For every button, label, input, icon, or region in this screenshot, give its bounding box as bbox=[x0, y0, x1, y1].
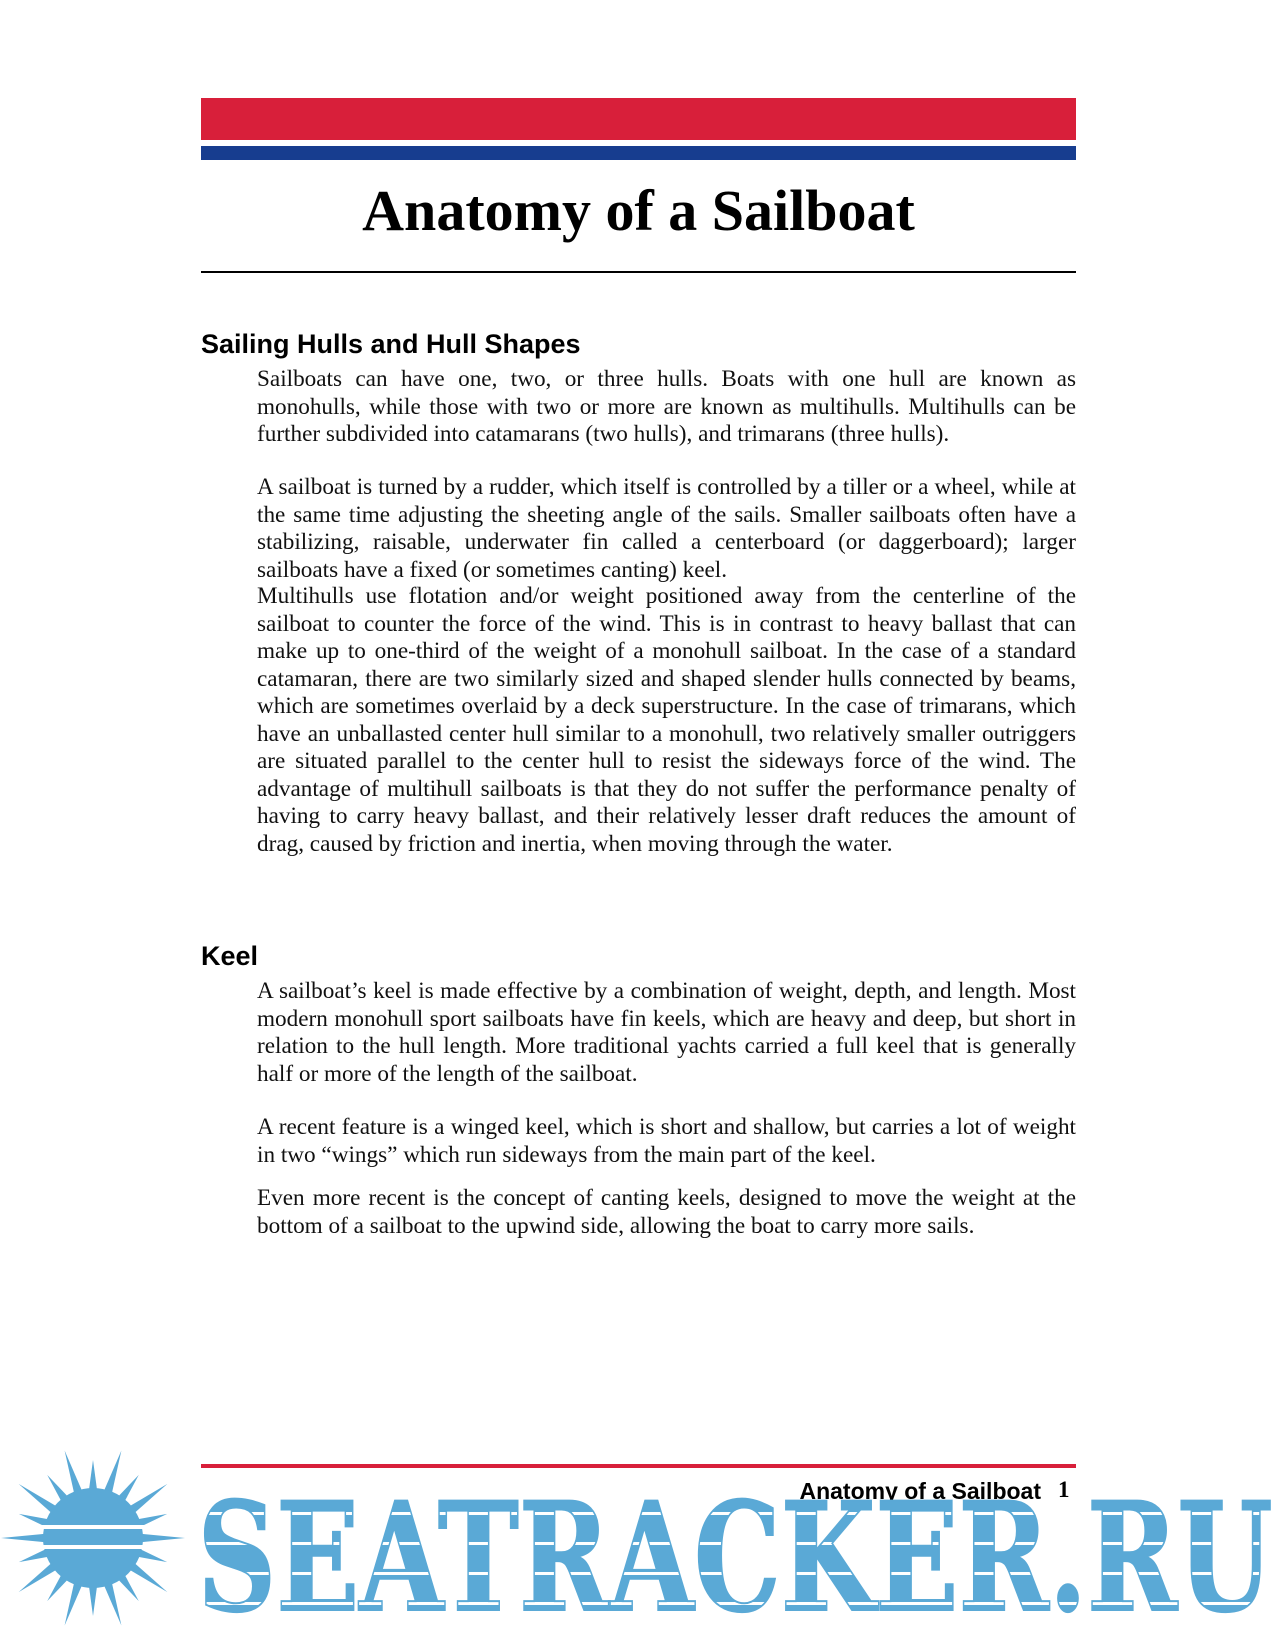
paragraph-keel-1: A sailboat’s keel is made effective by a combination of weight, depth, and length. Most modern monohull sport sailboats have fin keels, which are heavy and deep, but short in relation to the hull length. More traditional yachts carried a full keel that is generally half or more of the length of the sailboat. bbox=[257, 978, 1076, 1087]
title-divider bbox=[201, 271, 1076, 273]
paragraph-hulls-3: Multihulls use flotation and/or weight positioned away from the centerline of the sailboat to counter the force of the wind. This is in contrast to heavy ballast that can make up to one-third of the weight of a monohull sailboat. In the case of a standard catamaran, there are two similarly sized and shaped slender hulls connected by beams, which are sometimes overlaid by a deck superstructure. In the case of trimarans, which have an unballasted center hull similar to a monohull, two relatively smaller outriggers are situated parallel to the center hull to resist the sideways force of the wind. The advantage of multihull sailboats is that they do not suffer the performance penalty of having to carry heavy ballast, and their relatively lesser draft reduces the amount of drag, caused by friction and inertia, when moving through the water. bbox=[257, 583, 1076, 857]
sun-icon bbox=[0, 1445, 186, 1631]
footer-divider bbox=[201, 1464, 1076, 1468]
sun-ray bbox=[138, 1534, 185, 1543]
paragraph-hulls-1: Sailboats can have one, two, or three hulls. Boats with one hull are known as monohulls, while those with two or more are known as multihulls. Multihulls can be further subdivided into catamarans (two hulls), and trimarans (three hulls). bbox=[257, 366, 1076, 447]
sun-ray bbox=[1, 1534, 48, 1543]
page-title: Anatomy of a Sailboat bbox=[362, 178, 915, 243]
watermark-text: SEATRACKER.RU bbox=[197, 1482, 1273, 1631]
paragraph-keel-2: A recent feature is a winged keel, which is short and shallow, but carries a lot of weight in two “wings” which run sideways from the main part of the keel. bbox=[257, 1114, 1076, 1168]
footer-running-title: Anatomy of a Sailboat bbox=[799, 1478, 1041, 1504]
header-red-band bbox=[201, 98, 1076, 140]
paragraph-keel-3: Even more recent is the concept of canting keels, designed to move the weight at the bottom of a sailboat to the upwind side, allowing the boat to carry more sails. bbox=[257, 1185, 1076, 1239]
watermark-logo bbox=[196, 1482, 1275, 1631]
paragraph-hulls-2: A sailboat is turned by a rudder, which itself is controlled by a tiller or a wheel, while at the same time adjusting the sheeting angle of the sails. Smaller sailboats often have a stabilizing, raisable, underwater fin called a centerboard (or daggerboard); larger sailboats have a fixed (or sometimes canting) keel. bbox=[257, 474, 1076, 583]
section-heading-hulls: Sailing Hulls and Hull Shapes bbox=[201, 329, 581, 359]
section-heading-keel: Keel bbox=[201, 941, 259, 971]
page-number: 1 bbox=[1058, 1477, 1070, 1502]
header-blue-band bbox=[201, 146, 1076, 160]
